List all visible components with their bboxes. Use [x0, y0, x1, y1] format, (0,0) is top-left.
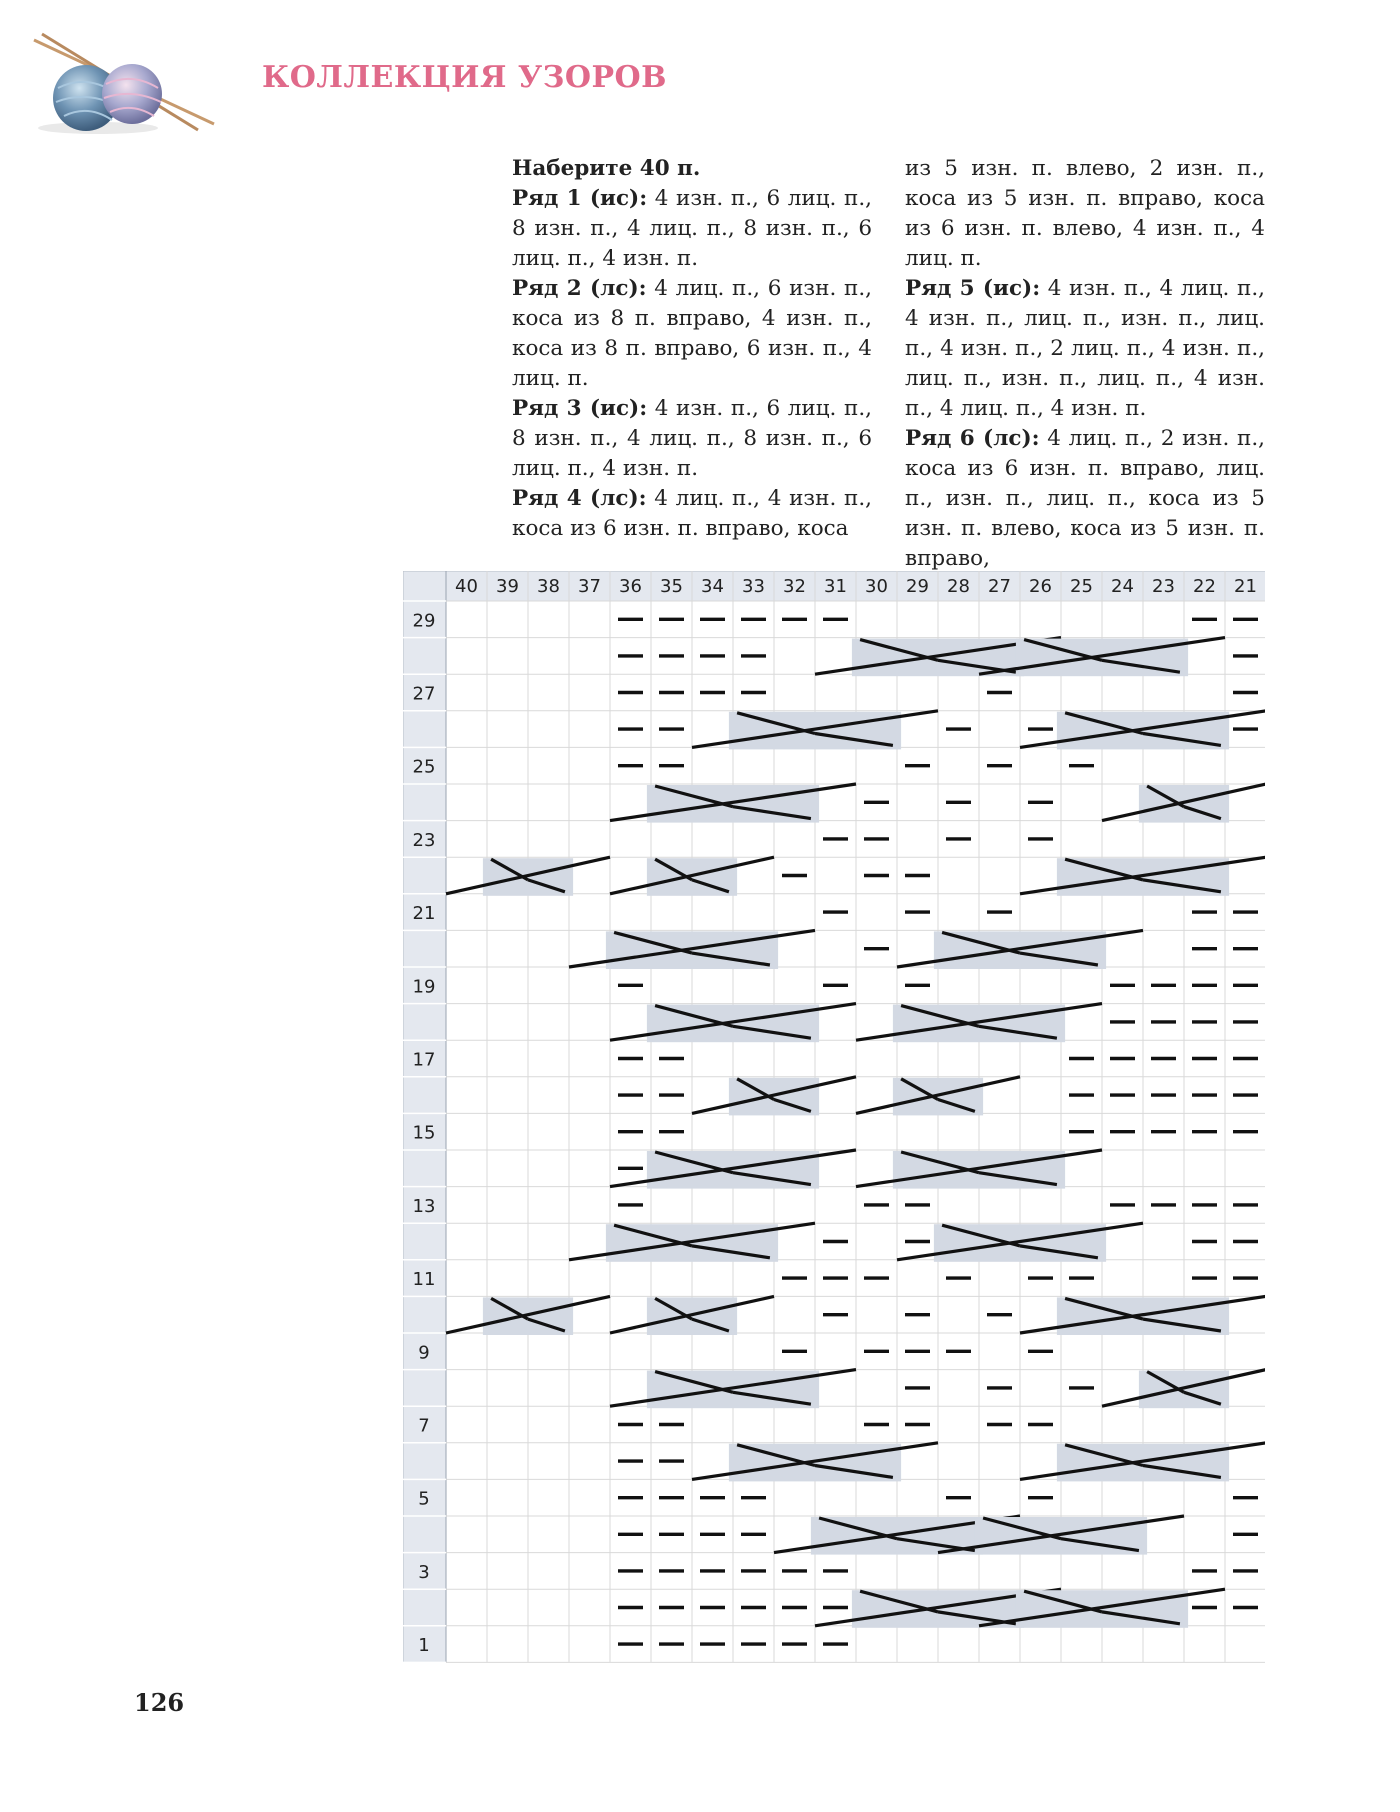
column-number-label: 40 [455, 576, 478, 597]
row-number-label: 5 [418, 1488, 430, 1510]
column-number-label: 28 [947, 576, 970, 597]
column-number-label: 36 [619, 576, 642, 597]
row-instruction: Ряд 5 (ис): 4 изн. п., 4 лиц. п., 4 изн. п., лиц. п., изн. п., лиц. п., 4 изн. п., 2 лиц. п., 4 изн. п., лиц. п., изн. п., лиц. п., 4 изн. п., 4 лиц. п., 4 изн. п. [905, 276, 1265, 421]
column-number-label: 35 [660, 576, 683, 597]
column-number-label: 22 [1193, 576, 1216, 597]
column-number-label: 29 [906, 576, 929, 597]
row-number-label: 27 [412, 683, 436, 705]
row-instruction: Ряд 2 (лс): 4 лиц. п., 6 изн. п., коса из 8 п. вправо, 4 изн. п., коса из 8 п. вправо, 6 изн. п., 4 лиц. п. [512, 276, 872, 391]
row-number-label: 7 [418, 1415, 430, 1437]
row-instruction: Ряд 4 (лс): 4 лиц. п., 4 изн. п., коса из 6 изн. п. вправо, коса [512, 486, 872, 541]
row-number-label: 29 [412, 610, 436, 632]
row-number-label: 13 [412, 1195, 436, 1217]
column-number-label: 32 [783, 576, 806, 597]
row-number-label: 17 [412, 1049, 436, 1071]
instructions-column-2 [905, 154, 1265, 574]
knitting-chart-grid [403, 571, 1265, 1663]
row-number-label: 15 [412, 1122, 436, 1144]
column-number-label: 30 [865, 576, 888, 597]
column-number-label: 37 [578, 576, 601, 597]
column-number-label: 24 [1111, 576, 1134, 597]
knitting-chart [403, 571, 1265, 1667]
column-number-label: 27 [988, 576, 1011, 597]
row-number-label: 9 [418, 1342, 430, 1364]
instructions-column-1 [512, 154, 872, 544]
row-instruction: Ряд 1 (ис): 4 изн. п., 6 лиц. п., 8 изн. п., 4 лиц. п., 8 изн. п., 6 лиц. п., 4 изн. п. [512, 186, 872, 271]
row-number-label: 19 [412, 976, 436, 998]
yarn-balls-knitting-needles-icon [28, 28, 220, 136]
cast-on-instruction: Наберите 40 п. [512, 156, 701, 181]
row-number-label: 25 [412, 756, 436, 778]
row-number-label: 23 [412, 829, 436, 851]
row-instruction: Ряд 6 (лс): 4 лиц. п., 2 изн. п., коса из 6 изн. п. вправо, лиц. п., изн. п., лиц. п., коса из 5 изн. п. влево, коса из 5 изн. п. вправо, [905, 426, 1265, 571]
column-number-label: 38 [537, 576, 560, 597]
page-header-title: КОЛЛЕКЦИЯ УЗОРОВ [262, 60, 668, 95]
column-number-label: 39 [496, 576, 519, 597]
row-number-label: 11 [412, 1269, 436, 1291]
row-instruction-continued: из 5 изн. п. влево, 2 изн. п., коса из 5 изн. п. вправо, коса из 6 изн. п. влево, 4 изн. п., 4 лиц. п. [905, 156, 1265, 271]
column-number-label: 26 [1029, 576, 1052, 597]
column-number-label: 21 [1234, 576, 1257, 597]
column-number-label: 34 [701, 576, 724, 597]
page-number: 126 [134, 1688, 185, 1717]
row-instruction: Ряд 3 (ис): 4 изн. п., 6 лиц. п., 8 изн. п., 4 лиц. п., 8 изн. п., 6 лиц. п., 4 изн. п. [512, 396, 872, 481]
column-number-label: 23 [1152, 576, 1175, 597]
row-number-label: 21 [412, 903, 436, 925]
column-number-label: 31 [824, 576, 847, 597]
row-number-label: 3 [418, 1561, 430, 1583]
row-number-label: 1 [418, 1635, 430, 1657]
column-number-label: 33 [742, 576, 765, 597]
column-number-label: 25 [1070, 576, 1093, 597]
